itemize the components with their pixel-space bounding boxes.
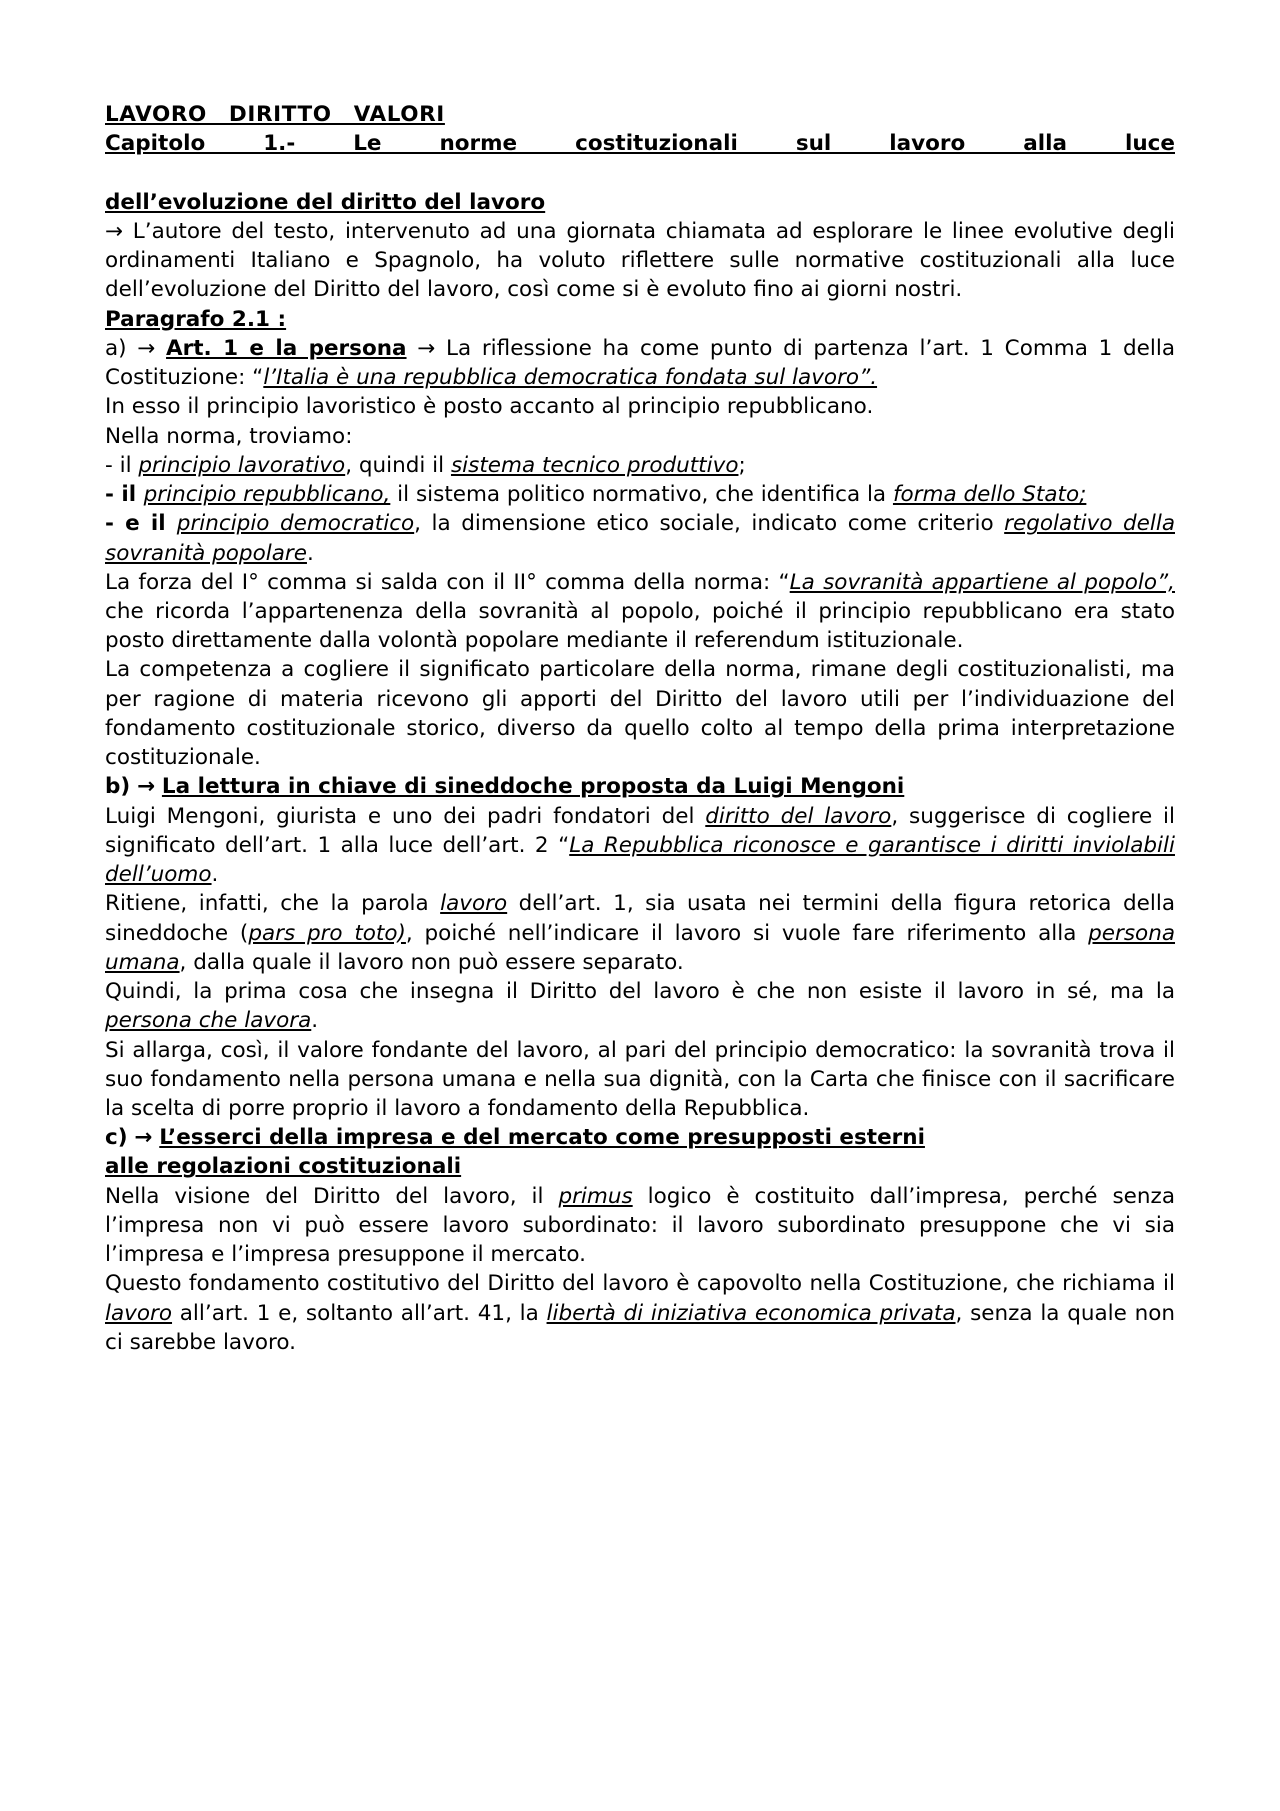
section-b-text-4: Si allarga, così, il valore fondante del lavoro, al pari del principio democratico: la sovranità trova il suo fondamento nella persona umana e nella sua dignità, con la Carta che finisce con il sacrificare la scelta di porre proprio il lavoro a fondamento della Repubblica. [105,1037,1175,1121]
arrow-icon: → [417,335,436,361]
section-b-text-2 [105,889,1175,977]
arrow-icon: → [137,335,156,361]
b-text-2-italic-3: persona umana [105,920,1176,975]
section-a-text-2: In esso il principio lavoristico è posto accanto al principio repubblicano. [105,394,874,420]
chapter-heading [105,129,1175,217]
section-a-bullet-2 [105,480,1175,509]
c-text-2-mid: all’art. 1 e, soltanto all’art. 41, la [172,1300,547,1326]
section-a-text-1: La riflessione ha come punto di partenza l’art. 1 Comma 1 della Costituzione: “ [105,335,1175,391]
section-c-text-2 [105,1269,1175,1357]
section-a-text-3: Nella norma, troviamo: [105,423,353,449]
c-text-2-italic-2: libertà di iniziativa economica privata [546,1300,956,1326]
bullet-3-italic-1: principio democratico [176,511,415,537]
section-c-heading-part-1: L’esserci della impresa e del mercato come presupposti esterni [159,1125,925,1151]
arrow-icon: → [105,218,124,244]
bullet-2-italic-1: principio repubblicano, [143,482,391,508]
bullet-3-mid: , la dimensione etico sociale, indicato come criterio [414,511,1005,537]
bullet-2-pre: - il [105,482,144,508]
section-b-text-1 [105,802,1175,890]
b-text-1-quote: La Repubblica riconosce e garantisce i diritti inviolabili dell’uomo [105,832,1175,888]
c-text-2-pre: Questo fondamento costitutivo del Diritto del lavoro è capovolto nella Costituzione, che richiama il [105,1271,1175,1297]
chapter-heading-line-1: Capitolo 1.- Le norme costituzionali sul lavoro alla luce [105,131,1175,157]
document-body [105,100,1175,1357]
bullet-3-italic-2: regolativo della sovranità popolare [105,511,1175,566]
c-text-1-italic: primus [558,1183,633,1209]
bullet-1-pre: - il [105,452,139,478]
section-b-heading-line [105,772,1175,801]
c-text-2-italic-1: lavoro [105,1300,173,1326]
section-c-text-1 [105,1182,1175,1270]
section-a-quote-1: l’Italia è una repubblica democratica fondata sul lavoro”. [263,365,878,391]
c-text-1-post: logico è costituito dall’impresa, perché senza l’impresa non vi può essere lavoro subordinato: il lavoro subordinato presuppone che vi sia l’impresa e l’impresa presuppone il mercato. [105,1183,1175,1268]
b-text-1-end: . [211,862,219,888]
section-a-lead [105,334,1175,392]
bullet-2-italic-2: forma dello Stato; [892,482,1087,508]
chapter-heading-line-2: dell’evoluzione del diritto del lavoro [105,189,546,215]
section-c-heading-line-1 [105,1123,1175,1152]
intro-text: L’autore del testo, intervenuto ad una giornata chiamata ad esplorare le linee evolutive degli ordinamenti Italiano e Spagnolo, ha voluto riflettere sulle normative costituzionali alla luce dell’evoluzione del Diritto del lavoro, così come si è evoluto fino ai giorni nostri. [105,218,1175,303]
section-b-heading: La lettura in chiave di sineddoche proposta da Luigi Mengoni [161,774,905,800]
b-text-2-end: , dalla quale il lavoro non può essere separato. [179,949,684,975]
b-text-3-italic: persona che lavora [105,1008,312,1034]
arrow-icon: → [134,1125,153,1151]
bullet-1-mid: , quindi il [345,452,451,478]
b-text-2-pre: Ritiene, infatti, che la parola [105,891,441,917]
b-text-1-pre: Luigi Mengoni, giurista e uno dei padri fondatori del [105,803,706,829]
b-text-1-italic: diritto del lavoro [705,803,892,829]
b-text-3-end: . [311,1008,319,1034]
b-text-2-italic-1: lavoro [440,891,508,917]
section-a-text-5: La competenza a cogliere il significato particolare della norma, rimane degli costituzionalisti, ma per ragione di materia ricevono gli apporti del Diritto del lavoro utili per l’individuazione del fondamento costituzionale storico, diverso da quello colto al tempo della prima interpretazione costituzionale. [105,657,1175,771]
section-b-text-3 [105,977,1175,1035]
text-4-post: che ricorda l’appartenenza della sovranità al popolo, poiché il principio repubblicano era stato posto direttamente dalla volontà popolare mediante il referendum istituzionale. [105,598,1175,654]
section-a-marker: a) [105,335,127,361]
section-a-bullet-3 [105,509,1175,567]
section-c-heading-line-2: alle regolazioni costituzionali [105,1154,462,1180]
section-b-marker: b) [105,774,131,800]
text-4-quote: La sovranità appartiene al popolo”, [789,569,1175,595]
b-text-3-pre: Quindi, la prima cosa che insegna il Diritto del lavoro è che non esiste il lavoro in sé, ma la [105,979,1175,1005]
c-text-2-end: , senza la quale non ci sarebbe lavoro. [105,1300,1175,1355]
bullet-1-end: ; [738,452,746,478]
bullet-1-italic-1: principio lavorativo [138,452,346,478]
bullet-3-pre: - e il [105,511,177,537]
section-a-text-4 [105,568,1175,656]
text-4-pre: La forza del I° comma si salda con il II° comma della norma: “ [105,569,790,595]
bullet-1-italic-2: sistema tecnico produttivo [450,452,739,478]
c-text-1-pre: Nella visione del Diritto del lavoro, il [105,1183,559,1209]
section-a-bullet-1 [105,451,1175,480]
section-c-marker: c) [105,1125,128,1151]
document-title: LAVORO DIRITTO VALORI [105,102,445,127]
b-text-2-mid: dell’art. 1, sia usata nei termini della figura retorica della sineddoche ( [105,891,1175,946]
bullet-2-mid: il sistema politico normativo, che identifica la [390,482,893,508]
b-text-2-mid2: , poiché nell’indicare il lavoro si vuole fare riferimento alla [405,920,1089,946]
section-a-heading: Art. 1 e la persona [166,335,407,361]
paragraph-label: Paragrafo 2.1 : [105,306,287,332]
bullet-3-end: . [306,540,314,566]
b-text-1-mid: , suggerisce di cogliere il significato dell’art. 1 alla luce dell’art. 2 “ [105,803,1175,858]
b-text-2-italic-2: pars pro toto) [248,920,406,946]
intro-paragraph [105,217,1175,305]
arrow-icon: → [137,774,156,800]
